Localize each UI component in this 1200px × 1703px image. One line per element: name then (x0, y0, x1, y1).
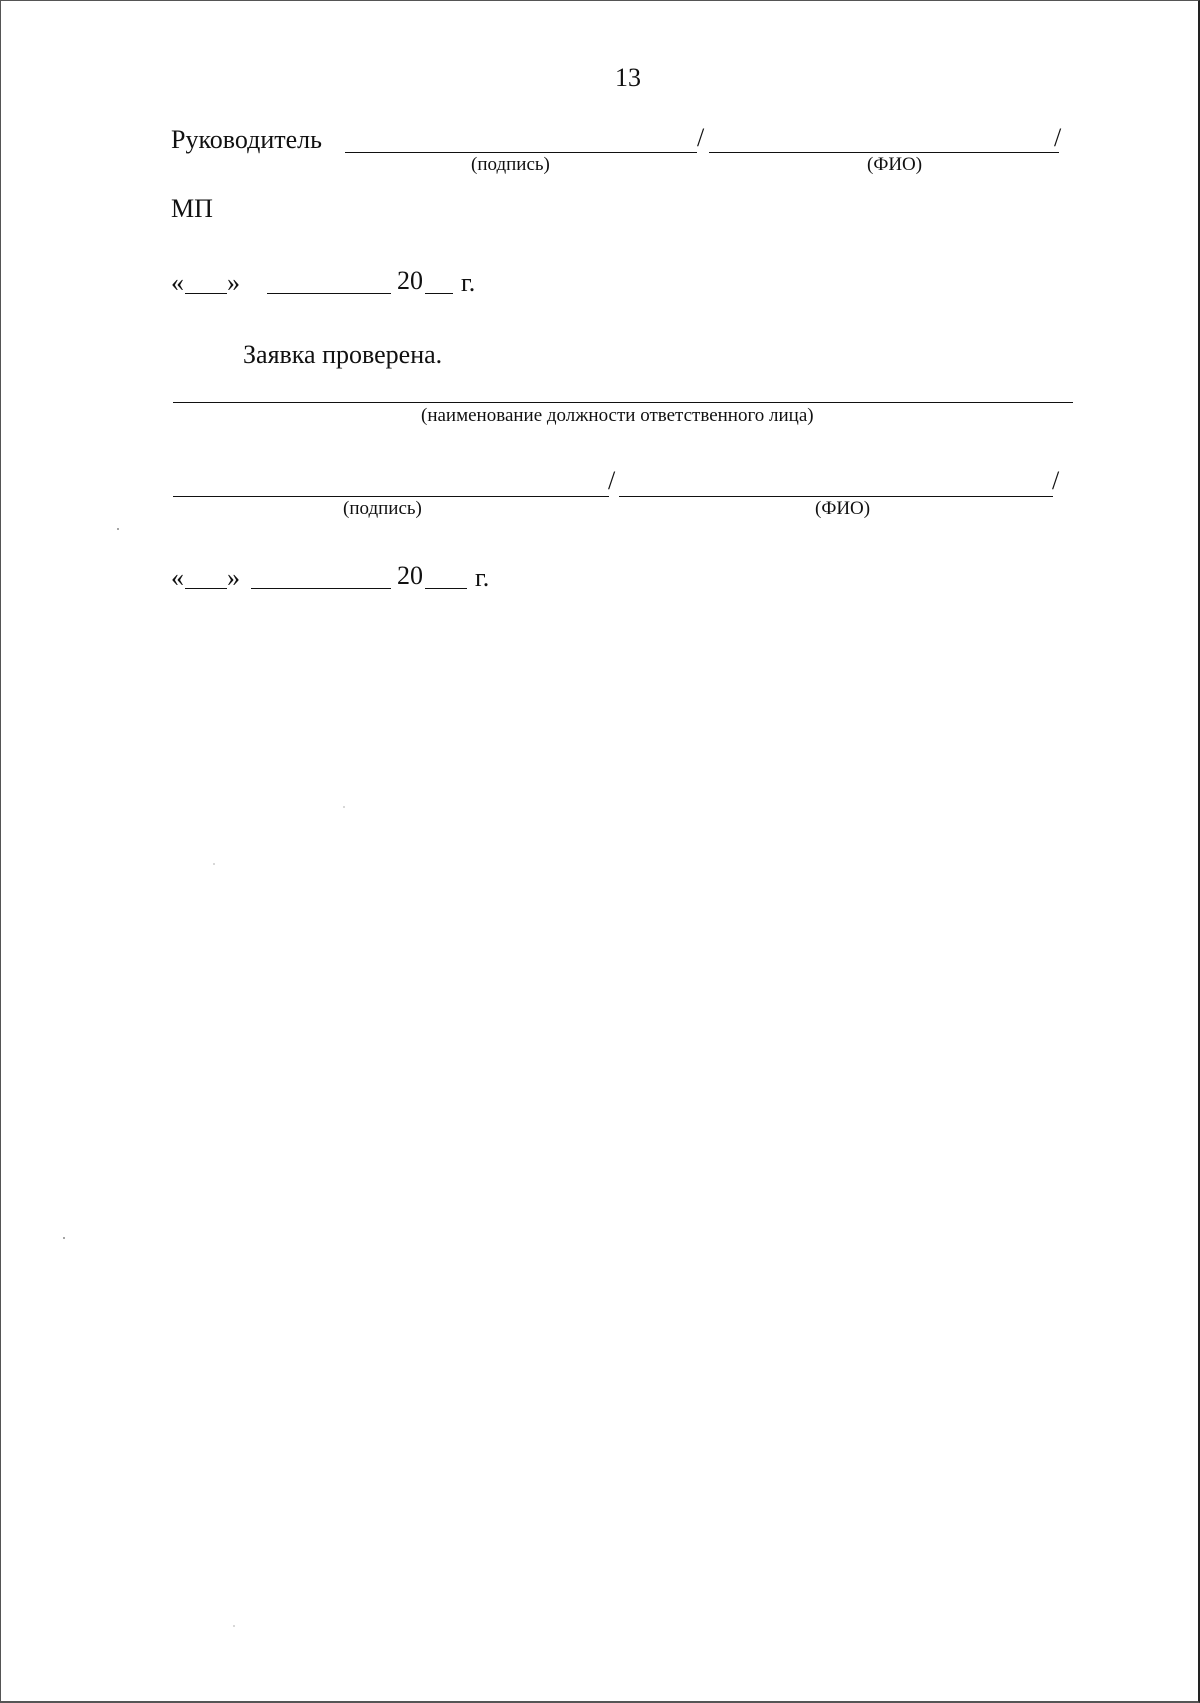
stamp-label: МП (171, 194, 213, 223)
date-month-line[interactable] (251, 588, 391, 589)
inspector-name-line[interactable] (619, 496, 1053, 497)
separator-slash: / (1052, 466, 1060, 495)
date-day-line[interactable] (185, 588, 227, 589)
position-caption: (наименование должности ответственного лица) (421, 405, 814, 426)
date-year-prefix: 20 (397, 266, 423, 295)
date-day-line[interactable] (185, 293, 227, 294)
application-checked-heading: Заявка проверена. (243, 340, 443, 369)
signature-caption: (подпись) (471, 154, 550, 175)
manager-signature-line[interactable] (345, 152, 697, 153)
signature-caption: (подпись) (343, 498, 422, 519)
separator-slash: / (697, 123, 705, 152)
page-number: 13 (615, 63, 641, 92)
date-open-quote: « (171, 563, 184, 592)
position-line[interactable] (173, 402, 1073, 403)
separator-slash: / (608, 466, 616, 495)
date-close-quote: » (227, 268, 240, 297)
scan-speck (213, 863, 215, 865)
scan-speck (343, 806, 345, 808)
manager-name-line[interactable] (709, 152, 1059, 153)
scan-speck (233, 1625, 235, 1627)
date-month-line[interactable] (267, 293, 391, 294)
date-year-prefix: 20 (397, 561, 423, 590)
name-caption: (ФИО) (867, 154, 923, 175)
manager-label: Руководитель (171, 125, 322, 154)
separator-slash: / (1054, 123, 1062, 152)
date-close-quote: » (227, 563, 240, 592)
date-year-line[interactable] (425, 293, 453, 294)
date-year-suffix: г. (461, 268, 476, 297)
scan-speck (63, 1237, 65, 1239)
date-open-quote: « (171, 268, 184, 297)
name-caption: (ФИО) (815, 498, 871, 519)
date-year-suffix: г. (475, 563, 490, 592)
inspector-signature-line[interactable] (173, 496, 609, 497)
scan-speck (117, 528, 119, 530)
date-year-line[interactable] (425, 588, 467, 589)
